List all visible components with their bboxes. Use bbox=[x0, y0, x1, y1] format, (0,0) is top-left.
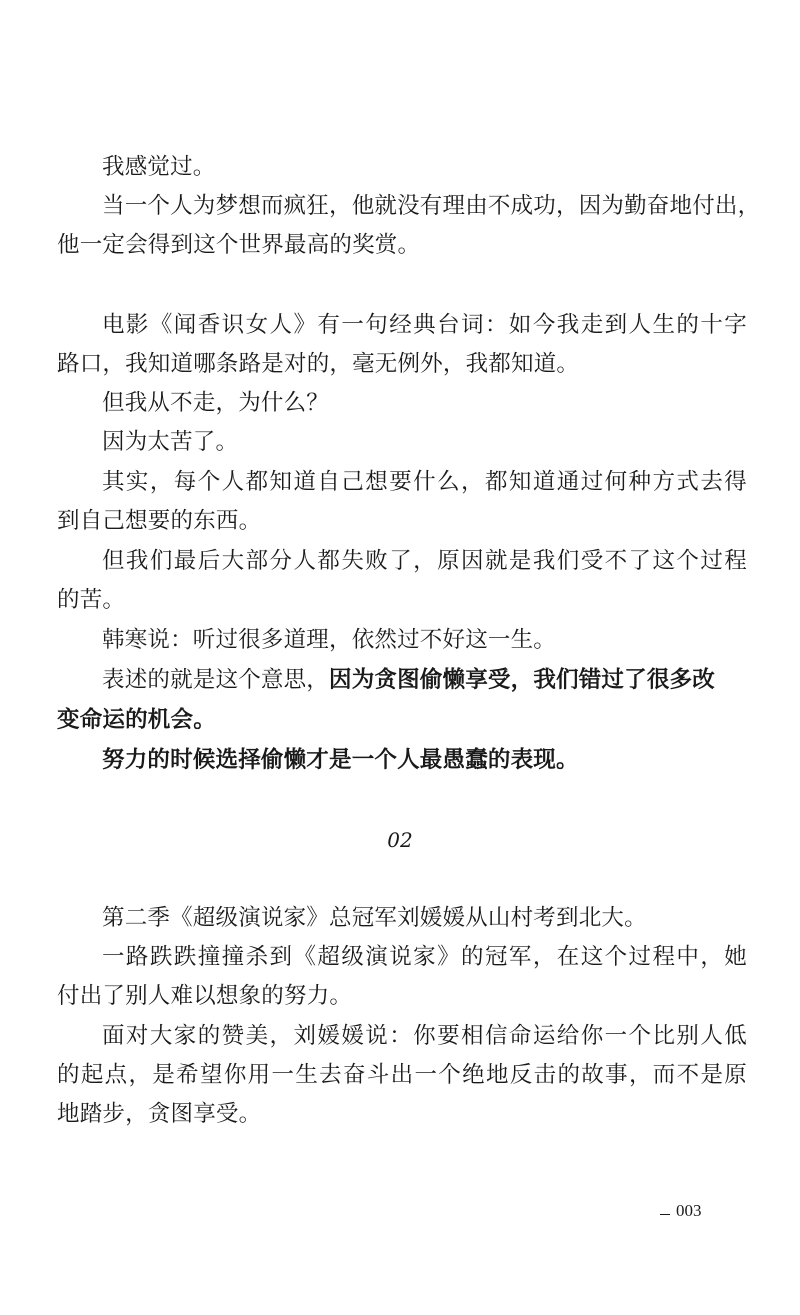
paragraph-line: 的起点，是希望你用一生去奋斗出一个绝地反击的故事，而不是原 bbox=[57, 1062, 747, 1088]
paragraph-line: 的苦。 bbox=[57, 587, 126, 613]
paragraph-line: 他一定会得到这个世界最高的奖赏。 bbox=[57, 232, 421, 258]
paragraph-line: 电影《闻香识女人》有一句经典台词：如今我走到人生的十字 bbox=[102, 312, 747, 338]
paragraph-line: 面对大家的赞美，刘媛媛说：你要相信命运给你一个比别人低 bbox=[102, 1023, 747, 1049]
paragraph-line: 因为太苦了。 bbox=[102, 429, 239, 455]
paragraph-line: 付出了别人难以想象的努力。 bbox=[57, 983, 353, 1009]
footer-rule bbox=[660, 1214, 670, 1215]
paragraph-line-bold: 努力的时候选择偷懒才是一个人最愚蠢的表现。 bbox=[102, 747, 579, 773]
page-number-text: 003 bbox=[676, 1201, 702, 1220]
paragraph-line: 地踏步，贪图享受。 bbox=[57, 1101, 262, 1127]
bold-text: 因为贪图偷懒享受，我们错过了很多改 bbox=[329, 667, 715, 693]
paragraph-line: 其实，每个人都知道自己想要什么，都知道通过何种方式去得 bbox=[102, 469, 747, 495]
paragraph-line: 但我们最后大部分人都失败了，原因就是我们受不了这个过程 bbox=[102, 548, 747, 574]
paragraph-line: 到自己想要的东西。 bbox=[57, 508, 262, 534]
plain-text: 表述的就是这个意思， bbox=[102, 667, 330, 693]
paragraph-line-mixed bbox=[102, 665, 747, 695]
paragraph-line: 第二季《超级演说家》总冠军刘媛媛从山村考到北大。 bbox=[102, 905, 647, 931]
paragraph-line: 当一个人为梦想而疯狂，他就没有理由不成功，因为勤奋地付出， bbox=[102, 193, 761, 219]
paragraph-line-bold: 变命运的机会。 bbox=[57, 707, 216, 733]
paragraph-line: 我感觉过。 bbox=[102, 154, 216, 180]
paragraph-line: 但我从不走，为什么？ bbox=[102, 390, 330, 416]
paragraph-line: 一路跌跌撞撞杀到《超级演说家》的冠军，在这个过程中，她 bbox=[102, 944, 747, 970]
section-number: 02 bbox=[387, 828, 413, 852]
page-number bbox=[660, 1200, 702, 1222]
paragraph-line: 韩寒说：听过很多道理，依然过不好这一生。 bbox=[102, 627, 557, 653]
paragraph-line: 路口，我知道哪条路是对的，毫无例外，我都知道。 bbox=[57, 351, 580, 377]
